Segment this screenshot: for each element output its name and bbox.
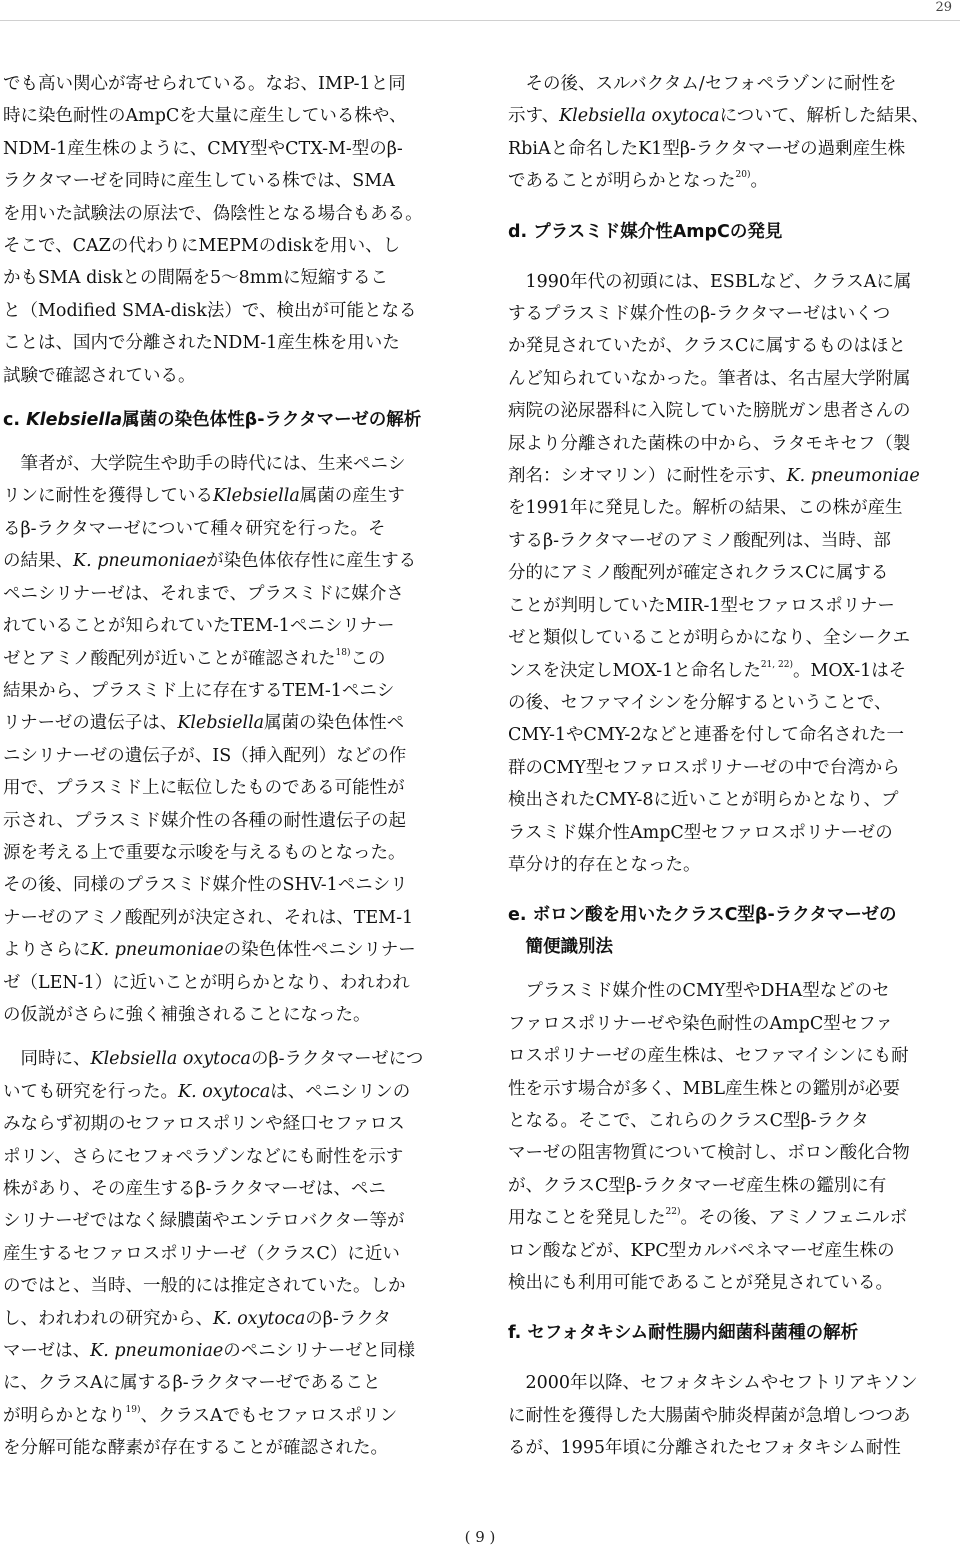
text-line: であることが明らかとなった$^{20)}$。 (508, 170, 768, 192)
text-line: いても研究を行った。K. oxytocaは、ペニシリンの (3, 1081, 411, 1102)
text-line: 性を示す場合が多く、MBL産生株との鑑別が必要 (508, 1078, 901, 1099)
paragraph-cefotaxime (508, 1367, 960, 1464)
text-line: ことは、国内で分離されたNDM-1産生株を用いた (3, 333, 400, 354)
text-line: ゼとアミノ酸配列が近いことが確認された$^{18)}$この (3, 647, 386, 669)
text-line: と（Modified SMA-disk法）で、検出が可能となる (3, 300, 417, 321)
text-line: ファロスポリナーゼや染色耐性のAmpC型セファ (508, 1013, 893, 1034)
text-line: マーゼは、K. pneumoniaeのペニシリナーゼと同様 (3, 1341, 416, 1362)
text-line: 試験で確認されている。 (3, 365, 196, 386)
section-heading-e: e. ボロン酸を用いたクラスC型β-ラクタマーゼの (508, 905, 897, 926)
text-line: 剤名：シオマリン）に耐性を示す、K. pneumoniae (508, 466, 920, 487)
text-line: 時に染色耐性のAmpCを大量に産生している株や、 (3, 106, 407, 127)
text-line: ロン酸などが、KPC型カルバペネマーゼ産生株の (508, 1240, 895, 1261)
paragraph-rbia (508, 68, 960, 198)
text-line: ラクタマーゼを同時に産生している株では、SMA (3, 171, 395, 192)
text-line: 用なことを発見した$^{22)}$。その後、アミノフェニルボ (508, 1207, 908, 1229)
text-line: 草分け的存在となった。 (508, 854, 701, 875)
text-line: か発見されていたが、クラスCに属するものはほと (508, 336, 906, 357)
text-line: 同時に、Klebsiella oxytocaのβ-ラクタマーゼにつ (20, 1049, 424, 1070)
text-line: NDM-1産生株のように、CMY型やCTX-M-型のβ- (3, 138, 403, 159)
text-line: するβ-ラクタマーゼのアミノ酸配列は、当時、部 (508, 530, 891, 551)
paragraph-oxytoca (3, 1043, 455, 1464)
text-line: のではと、当時、一般的には推定されていた。しか (3, 1276, 406, 1297)
paragraph-boronic-acid (508, 975, 960, 1299)
text-line: シリナーゼではなく緑膿菌やエンテロバクター等が (3, 1211, 405, 1232)
paragraph-ampc (508, 266, 960, 882)
text-line: が、クラスC型β-ラクタマーゼ産生株の鑑別に有 (508, 1175, 887, 1196)
text-line: ロスポリナーゼの産生株は、セファマイシンにも耐 (508, 1046, 909, 1067)
text-line: るβ-ラクタマーゼについて種々研究を行った。そ (3, 518, 386, 539)
citation-ref: 19) (125, 1404, 141, 1415)
text-line: ニシリナーゼの遺伝子が、IS（挿入配列）などの作 (3, 745, 407, 766)
section-heading-d: d. プラスミド媒介性AmpCの発見 (508, 221, 783, 242)
text-line: 1990年代の初頭には、ESBLなど、クラスAに属 (525, 271, 912, 292)
text-line: ンスを決定しMOX-1と命名した$^{21, 22)}$。MOX-1はそ (508, 659, 907, 681)
paragraph-intro (3, 68, 455, 392)
text-line: リンに耐性を獲得しているKlebsiella属菌の産生す (3, 486, 405, 507)
text-line: ことが判明していたMIR-1型セファロスポリナー (508, 595, 895, 616)
text-line: となる。そこで、これらのクラスC型β-ラクタ (508, 1110, 869, 1131)
text-line: よりさらにK. pneumoniaeの染色体性ペニシリナー (3, 940, 416, 961)
text-line: 分的にアミノ酸配列が確定されクラスCに属する (508, 563, 889, 584)
text-line: マーゼの阻害物質について検討し、ボロン酸化合物 (508, 1143, 910, 1164)
text-line: に、クラスAに属するβ-ラクタマーゼであること (3, 1373, 381, 1394)
citation-ref: 18) (335, 647, 351, 658)
text-line: 示され、プラスミド媒介性の各種の耐性遺伝子の起 (3, 810, 407, 831)
section-heading-f: f. セフォタキシム耐性腸内細菌科菌種の解析 (508, 1323, 859, 1344)
text-line: 源を考える上で重要な示唆を与えるものとなった。 (3, 842, 406, 863)
citation-ref: 20) (735, 170, 751, 181)
text-line: を分解可能な酵素が存在することが確認された。 (3, 1438, 388, 1459)
text-line: し、われわれの研究から、K. oxytocaのβ-ラクタ (3, 1308, 391, 1329)
text-line: リナーゼの遺伝子は、Klebsiella属菌の染色体性ペ (3, 713, 405, 734)
paragraph-klebsiella (3, 448, 455, 1031)
text-line: その後、スルバクタム/セフォペラゾンに耐性を (525, 74, 897, 94)
text-line: 群のCMY型セファロスポリナーゼの中で台湾から (508, 757, 900, 778)
text-line: プラスミド媒介性のCMY型やDHA型などのセ (525, 981, 890, 1002)
section-heading-e-cont: 簡便識別法 (525, 937, 613, 958)
text-line: 検出にも利用可能であることが発見されている。 (508, 1273, 893, 1293)
text-line: 病院の泌尿器科に入院していた膀胱ガン患者さんの (508, 401, 911, 422)
text-line: の後、セファマイシンを分解するということで、 (508, 692, 892, 713)
text-line: かもSMA diskとの間隔を5〜8mmに短縮するこ (3, 268, 388, 289)
text-line: 筆者が、大学院生や助手の時代には、生来ペニシ (20, 454, 406, 475)
text-line: 示す、Klebsiella oxytocaについて、解析した結果、 (508, 106, 929, 127)
text-line: が明らかとなり$^{19)}$、クラスAでもセファロスポリン (3, 1404, 398, 1426)
text-line: に耐性を獲得した大腸菌や肺炎桿菌が急増しつつあ (508, 1405, 911, 1426)
text-line: ゼ（LEN-1）に近いことが明らかとなり、われわれ (3, 972, 410, 993)
text-line: 産生するセファロスポリナーゼ（クラスC）に近い (3, 1243, 400, 1264)
text-line: るが、1995年頃に分離されたセフォタキシム耐性 (508, 1438, 901, 1459)
text-line: その後、同様のプラスミド媒介性のSHV-1ペニシリ (3, 875, 408, 896)
right-column (508, 68, 960, 1465)
text-line: RbiAと命名したK1型β-ラクタマーゼの過剰産生株 (508, 138, 906, 159)
text-line: 2000年以降、セフォタキシムやセフトリアキソン (525, 1373, 918, 1394)
text-line: の結果、K. pneumoniaeが染色体依存性に産生する (3, 551, 417, 572)
header-rule (0, 20, 960, 21)
text-line: 用で、プラスミド上に転位したものである可能性が (3, 778, 405, 799)
citation-ref: 21, 22) (760, 659, 793, 670)
text-line: 株があり、その産生するβ-ラクタマーゼは、ペニ (3, 1179, 386, 1199)
text-line: ラスミド媒介性AmpC型セファロスポリナーゼの (508, 822, 893, 843)
text-line: でも高い関心が寄せられている。なお、IMP-1と同 (3, 74, 406, 94)
text-line: を1991年に発見した。解析の結果、この株が産生 (508, 498, 903, 519)
text-line: みならず初期のセファロスポリンや経口セファロス (3, 1114, 405, 1135)
text-line: そこで、CAZの代わりにMEPMのdiskを用い、し (3, 236, 401, 257)
section-heading-c: c. Klebsiella属菌の染色体性β-ラクタマーゼの解析 (3, 410, 422, 431)
citation-ref: 22) (665, 1207, 681, 1218)
text-line: CMY-1やCMY-2などと連番を付して命名された一 (508, 725, 904, 746)
text-line: 尿より分離された菌株の中から、ラタモキセフ（製 (508, 433, 911, 454)
left-column (3, 68, 455, 1465)
text-line: ナーゼのアミノ酸配列が決定され、それは、TEM-1 (3, 907, 414, 928)
text-line: 検出されたCMY-8に近いことが明らかとなり、プ (508, 790, 899, 811)
page-number-footer: ( 9 ) (464, 1528, 496, 1546)
text-line: ゼと類似していることが明らかになり、全シークエ (508, 628, 911, 649)
text-line: ポリン、さらにセフォペラゾンなどにも耐性を示す (3, 1146, 404, 1167)
text-line: を用いた試験法の原法で、偽陰性となる場合もある。 (3, 203, 423, 224)
text-line: するプラスミド媒介性のβ-ラクタマーゼはいくつ (508, 304, 891, 325)
text-line: の仮説がさらに強く補強されることになった。 (3, 1004, 371, 1025)
text-line: れていることが知られていたTEM-1ペニシリナー (3, 616, 395, 637)
page-number-top: 29 (935, 0, 952, 15)
text-line: 結果から、プラスミド上に存在するTEM-1ペニシ (3, 680, 395, 701)
text-line: んど知られていなかった。筆者は、名古屋大学附属 (508, 368, 911, 389)
text-line: ペニシリナーゼは、それまで、プラスミドに媒介さ (3, 583, 404, 604)
